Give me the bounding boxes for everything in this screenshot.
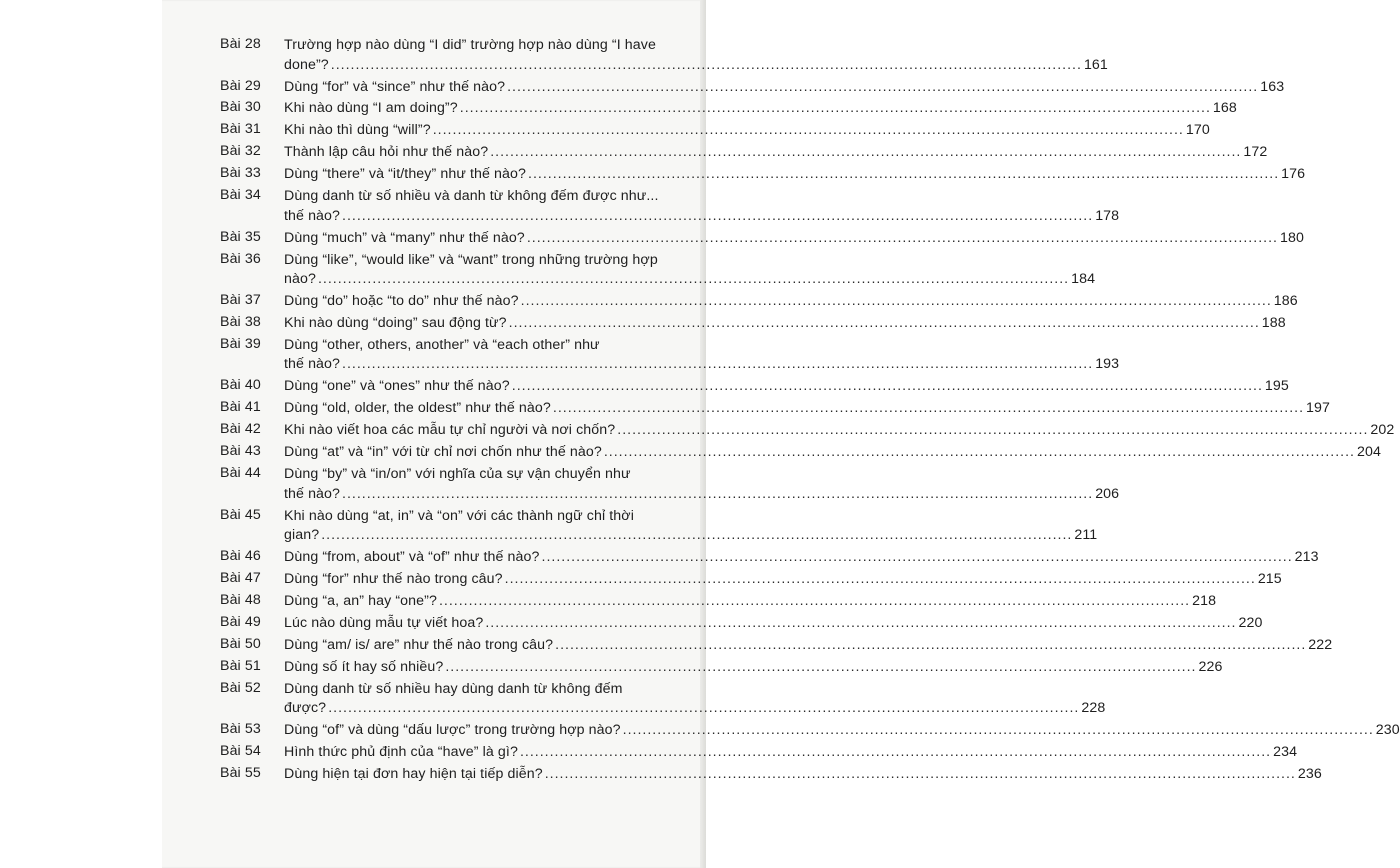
- leader-dots: [321, 526, 1072, 546]
- lesson-title-block: [284, 658, 1223, 678]
- lesson-title-line: Dùng “of” và dùng “dấu lược” trong trường hợp nào?: [284, 722, 621, 739]
- lesson-title-line: Dùng “other, others, another” và “each other” như: [284, 336, 600, 353]
- toc-entry: [220, 465, 1120, 504]
- lesson-title-line: Dùng danh từ số nhiều hay dùng danh từ không đếm: [284, 680, 623, 697]
- lesson-number: Bài 49: [220, 613, 261, 630]
- lesson-title-block: [284, 229, 1304, 249]
- toc-entry: [220, 77, 1285, 98]
- page-number: 184: [1071, 271, 1096, 288]
- page-number: 178: [1095, 207, 1120, 224]
- page-number: 168: [1212, 100, 1237, 117]
- lesson-number: Bài 53: [220, 721, 261, 738]
- lesson-number: Bài 34: [220, 187, 261, 204]
- lesson-title-block: [284, 443, 1381, 463]
- lesson-title-line: Khi nào dùng “at, in” và “on” với các thành ngữ chỉ thời: [284, 507, 634, 524]
- leader-dots: [505, 570, 1256, 590]
- lesson-number: Bài 30: [220, 99, 261, 116]
- toc-entry: [220, 399, 1331, 419]
- lesson-title-block: [284, 121, 1210, 141]
- leader-dots: [439, 592, 1190, 612]
- lesson-title-line: Dùng số ít hay số nhiều?: [284, 658, 444, 675]
- page-number: 176: [1281, 166, 1306, 183]
- page-number: 193: [1095, 356, 1120, 373]
- page-number: 195: [1264, 378, 1289, 395]
- lesson-number: Bài 50: [220, 635, 261, 652]
- toc-entry: [220, 421, 1395, 441]
- lesson-title-line: Dùng “old, older, the oldest” như thế nào?: [284, 400, 551, 417]
- lesson-number: Bài 35: [220, 228, 261, 245]
- lesson-number: Bài 31: [220, 121, 261, 138]
- lesson-title-line: Khi nào viết hoa các mẫu tự chỉ người và nơi chốn?: [284, 422, 616, 439]
- page-number: 172: [1243, 144, 1268, 161]
- toc-entry: [220, 742, 1298, 763]
- leader-dots: [342, 207, 1093, 227]
- lesson-number: Bài 46: [220, 548, 261, 565]
- leader-dots: [342, 485, 1093, 505]
- lesson-title-line: Hình thức phủ định của “have” là gì?: [284, 743, 518, 760]
- leader-dots: [331, 56, 1082, 76]
- page-number: 180: [1279, 229, 1304, 246]
- toc-entry: [220, 292, 1298, 312]
- lesson-number: Bài 55: [220, 764, 261, 781]
- lesson-title-block: [284, 314, 1286, 334]
- page-number: 222: [1308, 636, 1333, 653]
- lesson-title-block: [284, 251, 1095, 290]
- lesson-number: Bài 33: [220, 165, 261, 182]
- lesson-title-block: [284, 377, 1289, 397]
- lesson-number: Bài 40: [220, 377, 261, 394]
- lesson-title-block: [284, 187, 1119, 226]
- lesson-number: Bài 42: [220, 421, 261, 438]
- lesson-number: Bài 37: [220, 292, 261, 309]
- table-of-contents: [220, 36, 1400, 787]
- leader-dots: [521, 292, 1272, 312]
- page-number: 188: [1261, 314, 1286, 331]
- page-number: 161: [1083, 56, 1108, 73]
- leader-dots: [604, 443, 1355, 463]
- lesson-title-line: Trường hợp nào dùng “I did” trường hợp nào dùng “I have: [284, 37, 656, 53]
- leader-dots: [507, 78, 1258, 98]
- page-number: 220: [1238, 614, 1263, 631]
- lesson-title-line: Dùng “do” hoặc “to do” như thế nào?: [284, 293, 519, 310]
- leader-dots: [509, 314, 1260, 334]
- lesson-title-line: Lúc nào dùng mẫu tự viết hoa?: [284, 614, 484, 631]
- lesson-title-line: nào?: [284, 271, 316, 288]
- lesson-number: Bài 39: [220, 335, 261, 352]
- page-number: 228: [1081, 700, 1106, 717]
- toc-entry: [220, 570, 1282, 590]
- lesson-title-block: [284, 680, 1105, 719]
- lesson-title-block: [284, 36, 1108, 75]
- leader-dots: [342, 355, 1093, 375]
- lesson-title-line: Dùng “much” và “many” như thế nào?: [284, 229, 525, 246]
- lesson-title-block: [284, 592, 1216, 612]
- lesson-title-line: Dùng danh từ số nhiều và danh từ không đếm được như...: [284, 188, 659, 205]
- toc-entry: [220, 443, 1381, 463]
- lesson-title-line: Dùng “one” và “ones” như thế nào?: [284, 378, 510, 395]
- page-number: 186: [1273, 293, 1298, 310]
- toc-entry: [220, 613, 1263, 634]
- page-number: 163: [1260, 78, 1285, 95]
- lesson-title-block: [284, 336, 1119, 375]
- lesson-title-block: [284, 614, 1262, 634]
- lesson-number: Bài 38: [220, 313, 261, 330]
- toc-entry: [220, 377, 1289, 397]
- toc-entry: [220, 143, 1268, 163]
- lesson-number: Bài 44: [220, 465, 261, 481]
- toc-entry: [220, 635, 1333, 656]
- lesson-title-block: [284, 465, 1119, 504]
- lesson-title-line: thế nào?: [284, 485, 341, 502]
- lesson-number: Bài 43: [220, 443, 261, 460]
- leader-dots: [485, 614, 1236, 634]
- leader-dots: [328, 699, 1079, 719]
- lesson-title-line: Dùng “a, an” hay “one”?: [284, 592, 437, 609]
- toc-entry: [220, 228, 1304, 249]
- leader-dots: [527, 229, 1278, 249]
- toc-entry: [220, 548, 1319, 568]
- toc-entry: [220, 187, 1120, 226]
- toc-entry: [220, 657, 1223, 678]
- page-number: 213: [1294, 549, 1319, 566]
- lesson-title-line: Dùng “at” và “in” với từ chỉ nơi chốn như thế nào?: [284, 444, 602, 461]
- lesson-title-block: [284, 721, 1400, 741]
- lesson-title-block: [284, 78, 1284, 98]
- toc-entry: [220, 250, 1096, 290]
- toc-entry: [220, 313, 1286, 334]
- lesson-title-line: thế nào?: [284, 207, 341, 224]
- page-number: 234: [1273, 743, 1298, 760]
- leader-dots: [520, 743, 1271, 763]
- leader-dots: [318, 270, 1069, 290]
- lesson-number: Bài 45: [220, 506, 261, 523]
- lesson-title-line: gian?: [284, 527, 320, 544]
- page-number: 226: [1198, 658, 1223, 675]
- leader-dots: [460, 99, 1211, 119]
- lesson-title-block: [284, 570, 1282, 590]
- page-number: 170: [1185, 122, 1210, 139]
- lesson-title-block: [284, 143, 1267, 163]
- lesson-title-line: Dùng “by” và “in/on” với nghĩa của sự vận chuyển như: [284, 466, 631, 482]
- lesson-title-line: Dùng “for” và “since” như thế nào?: [284, 78, 506, 95]
- lesson-number: Bài 28: [220, 36, 261, 52]
- lesson-title-line: Dùng “from, about” và “of” như thế nào?: [284, 549, 540, 566]
- lesson-title-block: [284, 99, 1237, 119]
- lesson-title-line: Dùng “like”, “would like” và “want” trong những trường hợp: [284, 251, 658, 268]
- lesson-title-line: Khi nào dùng “I am doing”?: [284, 100, 458, 117]
- lesson-title-line: Dùng “am/ is/ are” như thế nào trong câu?: [284, 636, 554, 653]
- lesson-title-block: [284, 165, 1305, 185]
- lesson-title-block: [284, 421, 1394, 441]
- toc-entry: [220, 99, 1237, 119]
- lesson-number: Bài 54: [220, 742, 261, 759]
- lesson-title-block: [284, 548, 1319, 568]
- leader-dots: [617, 421, 1368, 441]
- lesson-title-line: Dùng “for” như thế nào trong câu?: [284, 571, 503, 588]
- page-number: 204: [1357, 444, 1381, 461]
- page-number: 202: [1370, 422, 1395, 439]
- leader-dots: [623, 721, 1374, 741]
- leader-dots: [545, 765, 1296, 785]
- page-number: 211: [1074, 527, 1098, 544]
- toc-entry: [220, 121, 1210, 141]
- toc-entry: [220, 764, 1322, 785]
- leader-dots: [542, 548, 1293, 568]
- lesson-number: Bài 51: [220, 657, 261, 674]
- toc-entry: [220, 506, 1098, 546]
- lesson-number: Bài 41: [220, 399, 261, 416]
- lesson-number: Bài 48: [220, 591, 261, 608]
- lesson-number: Bài 47: [220, 570, 261, 587]
- leader-dots: [490, 143, 1241, 163]
- page-number: 230: [1375, 722, 1400, 739]
- page-number: 236: [1297, 765, 1322, 782]
- lesson-title-block: [284, 507, 1097, 546]
- page-number: 197: [1306, 400, 1331, 417]
- toc-entry: [220, 165, 1306, 185]
- lesson-title-line: thế nào?: [284, 356, 341, 373]
- leader-dots: [512, 377, 1263, 397]
- toc-entry: [220, 679, 1106, 719]
- lesson-title-line: Thành lập câu hỏi như thế nào?: [284, 144, 489, 161]
- toc-entry: [220, 335, 1120, 375]
- toc-entry: [220, 36, 1108, 75]
- leader-dots: [528, 165, 1279, 185]
- lesson-title-line: được?: [284, 700, 327, 717]
- leader-dots: [445, 658, 1196, 678]
- toc-entry: [220, 591, 1217, 612]
- lesson-title-line: Khi nào thì dùng “will”?: [284, 122, 431, 139]
- lesson-number: Bài 29: [220, 77, 261, 94]
- leader-dots: [433, 121, 1184, 141]
- lesson-title-line: Dùng hiện tại đơn hay hiện tại tiếp diễn?: [284, 765, 543, 782]
- leader-dots: [555, 636, 1306, 656]
- page-number: 215: [1257, 571, 1282, 588]
- lesson-title-line: done”?: [284, 56, 329, 73]
- leader-dots: [553, 399, 1304, 419]
- page-number: 206: [1095, 485, 1120, 502]
- toc-entry: [220, 721, 1400, 741]
- lesson-title-block: [284, 636, 1332, 656]
- lesson-title-block: [284, 743, 1297, 763]
- lesson-title-block: [284, 765, 1322, 785]
- lesson-number: Bài 52: [220, 679, 261, 696]
- lesson-number: Bài 32: [220, 143, 261, 160]
- page-number: 218: [1192, 592, 1217, 609]
- lesson-title-block: [284, 399, 1330, 419]
- lesson-number: Bài 36: [220, 250, 261, 267]
- lesson-title-block: [284, 292, 1298, 312]
- lesson-title-line: Khi nào dùng “doing” sau động từ?: [284, 314, 507, 331]
- lesson-title-line: Dùng “there” và “it/they” như thế nào?: [284, 166, 527, 183]
